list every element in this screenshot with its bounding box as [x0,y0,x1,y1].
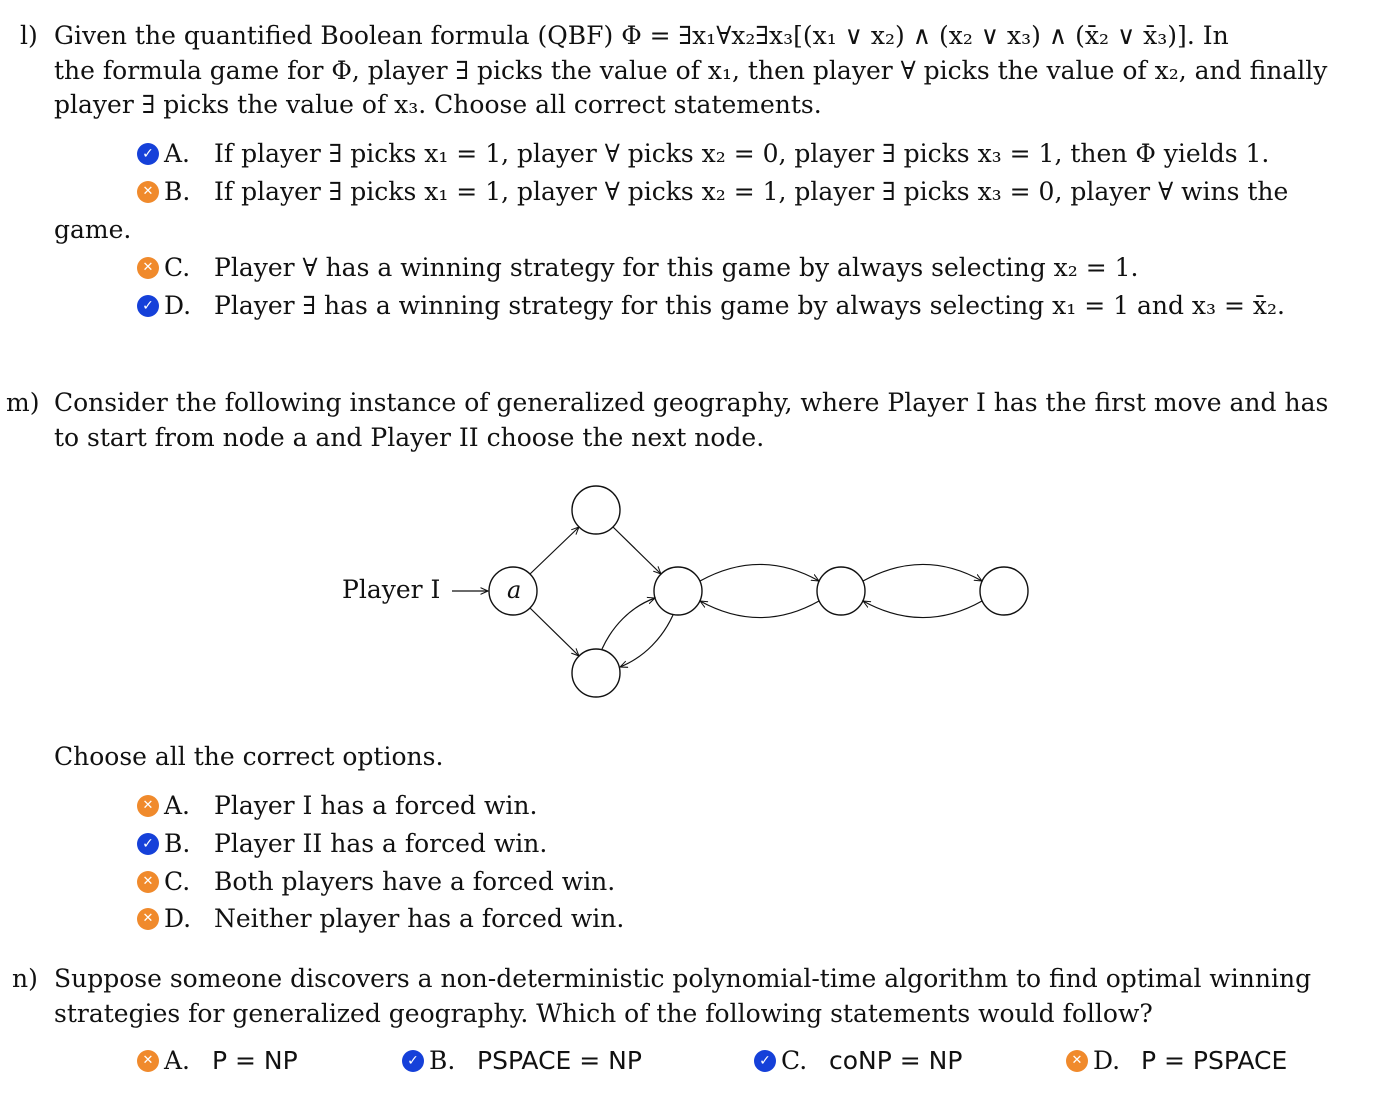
options-prompt: Choose all the correct options. [54,742,444,771]
option-text: Neither player has a forced win. [214,904,625,933]
x-circle-icon: ✕ [137,871,159,893]
option-text: PSPACE = NP [477,1046,642,1075]
option-letter: C. [781,1046,808,1075]
option-text: Player ∀ has a winning strategy for this game by always selecting x₂ = 1. [214,253,1139,282]
edge [700,601,819,618]
node-top[interactable] [572,486,620,534]
question-label: n) [12,964,38,993]
x-circle-icon: ✕ [137,795,159,817]
option-text: P = PSPACE [1141,1046,1288,1075]
edge [530,608,579,656]
option-letter: A. [164,1046,191,1075]
option-letter: D. [164,904,192,933]
start-label: Player I [342,575,441,604]
check-circle-icon: ✓ [137,143,159,165]
node-a-label: a [507,576,522,604]
x-circle-icon: ✕ [137,181,159,203]
option-text: P = NP [212,1046,298,1075]
edge [602,598,655,649]
geography-graph [330,475,1050,705]
check-circle-icon: ✓ [137,833,159,855]
question-stem-line: player ∃ picks the value of x₃. Choose all correct statements. [54,90,822,119]
option-letter: B. [164,177,191,206]
option-letter: D. [1093,1046,1121,1075]
option-letter: C. [164,867,191,896]
edge [700,565,819,582]
edge [863,601,982,618]
check-circle-icon: ✓ [402,1050,424,1072]
node-bottom[interactable] [572,649,620,697]
question-stem-line: Suppose someone discovers a non-deterministic polynomial-time algorithm to find optimal winning [54,964,1312,993]
option-text: If player ∃ picks x₁ = 1, player ∀ picks x₂ = 0, player ∃ picks x₃ = 1, then Φ yields 1. [214,139,1270,168]
option-text-continuation: game. [54,215,132,244]
check-circle-icon: ✓ [137,295,159,317]
option-text: Both players have a forced win. [214,867,616,896]
option-text: If player ∃ picks x₁ = 1, player ∀ picks x₂ = 1, player ∃ picks x₃ = 0, player ∀ wins the [214,177,1289,206]
option-letter: A. [164,791,191,820]
x-circle-icon: ✕ [1066,1050,1088,1072]
node-right-1[interactable] [817,567,865,615]
option-letter: D. [164,291,192,320]
question-stem-line: the formula game for Φ, player ∃ picks the value of x₁, then player ∀ picks the value of x₂, and finally [54,56,1328,85]
node-middle[interactable] [654,567,702,615]
option-text: coNP = NP [829,1046,963,1075]
option-text: Player II has a forced win. [214,829,548,858]
option-letter: A. [164,139,191,168]
node-right-2[interactable] [980,567,1028,615]
x-circle-icon: ✕ [137,908,159,930]
check-circle-icon: ✓ [754,1050,776,1072]
edge [620,615,673,667]
option-text: Player I has a forced win. [214,791,538,820]
question-stem-line: Given the quantified Boolean formula (QBF) Φ = ∃x₁∀x₂∃x₃[(x₁ ∨ x₂) ∧ (x₂ ∨ x₃) ∧ (x̄₂ ∨ x̄₃)]. In [54,21,1229,50]
question-label: m) [6,388,40,417]
option-letter: B. [164,829,191,858]
edge [530,527,579,574]
question-stem-line: Consider the following instance of generalized geography, where Player I has the first move and has [54,388,1329,417]
option-text: Player ∃ has a winning strategy for this game by always selecting x₁ = 1 and x₃ = x̄₂. [214,291,1285,320]
option-letter: C. [164,253,191,282]
edge [863,565,982,582]
question-stem-line: to start from node a and Player II choose the next node. [54,423,765,452]
question-stem-line: strategies for generalized geography. Which of the following statements would follow? [54,999,1153,1028]
option-letter: B. [429,1046,456,1075]
edge [613,527,661,574]
x-circle-icon: ✕ [137,1050,159,1072]
x-circle-icon: ✕ [137,257,159,279]
question-label: l) [20,21,38,50]
